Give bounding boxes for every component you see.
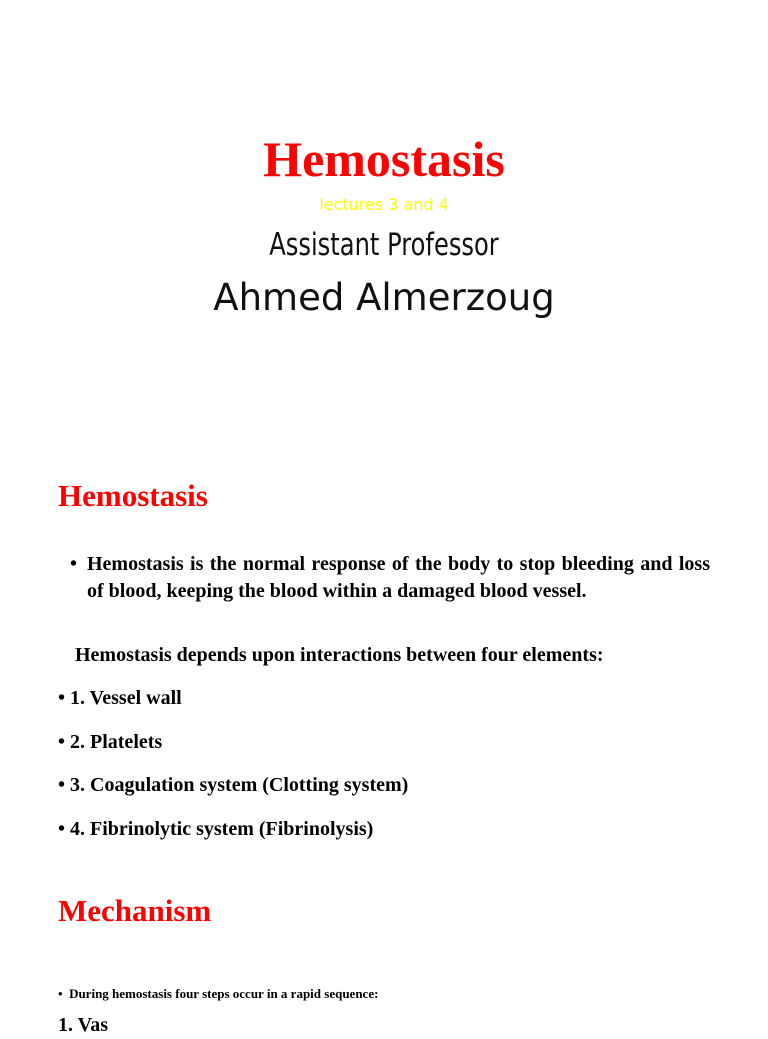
- title-slide-subtitle: lectures 3 and 4: [319, 195, 449, 214]
- author-name: Ahmed Almerzoug: [213, 276, 555, 319]
- element-item: • 2. Platelets: [58, 731, 163, 753]
- elements-intro: Hemostasis depends upon interactions between four elements:: [75, 644, 604, 666]
- bullet-marker: •: [70, 553, 78, 575]
- element-item: • 3. Coagulation system (Clotting system): [58, 774, 409, 796]
- author-role: Assistant Professor: [269, 227, 499, 263]
- mechanism-heading: Mechanism: [58, 893, 212, 928]
- bullet-marker: •: [58, 986, 63, 1001]
- definition-heading: Hemostasis: [58, 478, 208, 513]
- definition-paragraph: [70, 551, 710, 605]
- title-slide-heading: Hemostasis: [263, 131, 505, 187]
- mechanism-next-line: 1. Vas: [58, 1014, 109, 1036]
- mechanism-first-point: [58, 985, 378, 1003]
- element-item: • 4. Fibrinolytic system (Fibrinolysis): [58, 818, 374, 840]
- mechanism-point-text: During hemostasis four steps occur in a rapid sequence:: [69, 986, 379, 1001]
- definition-text: Hemostasis is the normal response of the body to stop bleeding and loss of blood, keeping the blood within a damaged blood vessel.: [87, 553, 710, 602]
- element-item: • 1. Vessel wall: [58, 687, 182, 709]
